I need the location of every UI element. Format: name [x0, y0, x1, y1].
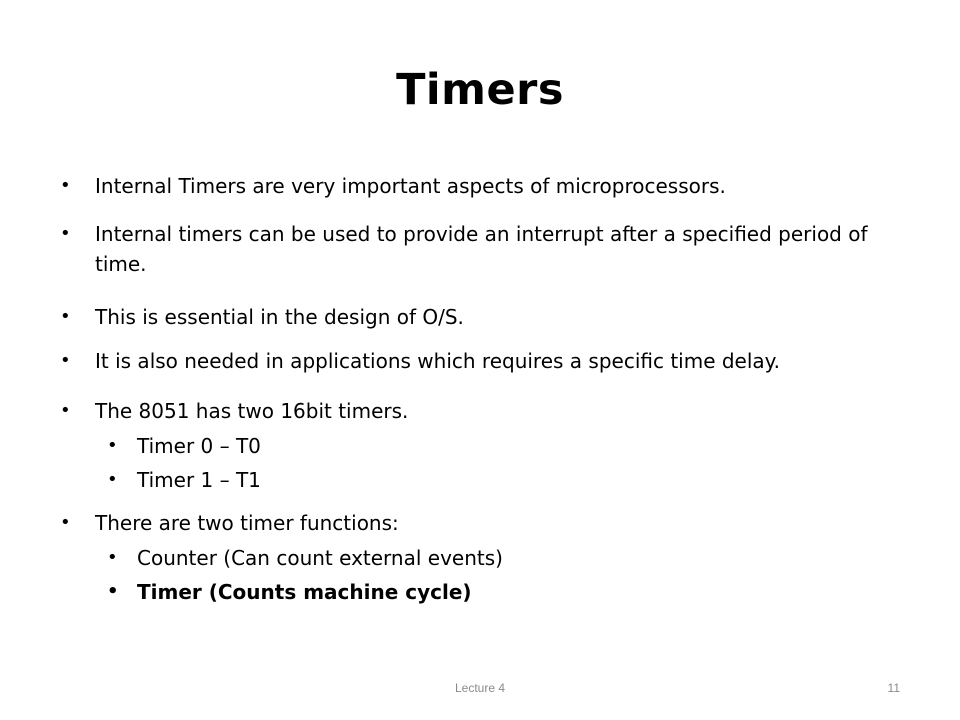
slide-title: Timers	[396, 65, 564, 115]
bullet-item	[60, 171, 726, 201]
bullet-dot-icon: •	[60, 223, 71, 244]
bullet-text: Counter (Can count external events)	[137, 546, 503, 570]
sub-bullet-item	[107, 543, 503, 573]
bullet-dot-icon: •	[60, 306, 71, 327]
bullet-text: It is also needed in applications which requires a specific time delay.	[95, 349, 781, 373]
bullet-text: There are two timer functions:	[95, 511, 399, 535]
slide-number: 11	[887, 681, 900, 695]
sub-bullet-item	[107, 431, 261, 461]
bullet-text: Internal timers can be used to provide an interrupt after a specified period of time.	[95, 222, 868, 276]
bullet-item	[60, 302, 464, 332]
bullet-dot-icon: •	[60, 350, 71, 371]
bullet-item	[60, 396, 409, 426]
bullet-dot-icon: •	[60, 175, 71, 196]
sub-bullet-item	[107, 577, 472, 607]
bullet-text: Internal Timers are very important aspects of microprocessors.	[95, 174, 726, 198]
bullet-item	[60, 346, 781, 376]
bullet-dot-icon: •	[107, 547, 118, 568]
footer-lecture-label: Lecture 4	[454, 681, 506, 695]
bullet-text: The 8051 has two 16bit timers.	[95, 399, 409, 423]
bullet-dot-icon: •	[107, 581, 119, 602]
bullet-dot-icon: •	[60, 400, 71, 421]
bullet-dot-icon: •	[107, 469, 118, 490]
bullet-dot-icon: •	[60, 512, 71, 533]
bullet-text: This is essential in the design of O/S.	[95, 305, 464, 329]
bullet-dot-icon: •	[107, 435, 118, 456]
bullet-text: Timer (Counts machine cycle)	[137, 580, 472, 604]
sub-bullet-item	[107, 465, 261, 495]
bullet-item	[60, 508, 399, 538]
bullet-text: Timer 1 – T1	[137, 468, 261, 492]
bullet-text: Timer 0 – T0	[137, 434, 261, 458]
bullet-item	[60, 219, 885, 279]
